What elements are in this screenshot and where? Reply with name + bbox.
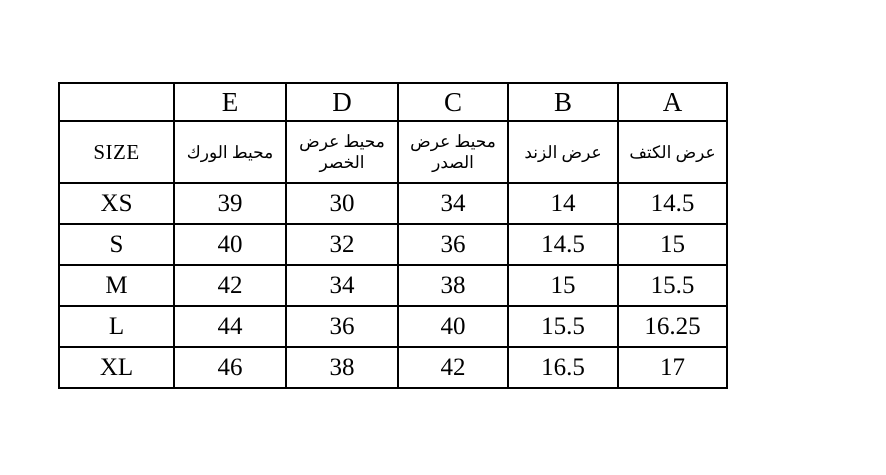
cell-m-d: 34 bbox=[286, 265, 398, 306]
header-cell-label-chest: محيط عرض الصدر bbox=[398, 121, 508, 183]
cell-l-a: 16.25 bbox=[618, 306, 727, 347]
cell-m-b: 15 bbox=[508, 265, 618, 306]
row-header-size-l: L bbox=[59, 306, 174, 347]
cell-xl-e: 46 bbox=[174, 347, 286, 388]
cell-xl-b: 16.5 bbox=[508, 347, 618, 388]
header-cell-corner-blank bbox=[59, 83, 174, 121]
row-header-size-m: M bbox=[59, 265, 174, 306]
table-header-letters-row bbox=[59, 83, 727, 121]
cell-m-c: 38 bbox=[398, 265, 508, 306]
cell-s-c: 36 bbox=[398, 224, 508, 265]
header-cell-label-arm: عرض الزند bbox=[508, 121, 618, 183]
cell-xs-a: 14.5 bbox=[618, 183, 727, 224]
header-cell-letter-e: E bbox=[174, 83, 286, 121]
header-cell-letter-b: B bbox=[508, 83, 618, 121]
table-row bbox=[59, 224, 727, 265]
header-cell-label-waist: محيط عرض الخصر bbox=[286, 121, 398, 183]
cell-xl-a: 17 bbox=[618, 347, 727, 388]
cell-l-b: 15.5 bbox=[508, 306, 618, 347]
table-row bbox=[59, 347, 727, 388]
header-cell-letter-a: A bbox=[618, 83, 727, 121]
table-row bbox=[59, 306, 727, 347]
table-row bbox=[59, 183, 727, 224]
cell-l-e: 44 bbox=[174, 306, 286, 347]
header-cell-label-hip: محيط الورك bbox=[174, 121, 286, 183]
cell-xl-c: 42 bbox=[398, 347, 508, 388]
row-header-size-xl: XL bbox=[59, 347, 174, 388]
header-cell-letter-d: D bbox=[286, 83, 398, 121]
header-cell-letter-c: C bbox=[398, 83, 508, 121]
cell-xs-e: 39 bbox=[174, 183, 286, 224]
cell-xs-d: 30 bbox=[286, 183, 398, 224]
header-cell-label-shoulder: عرض الكتف bbox=[618, 121, 727, 183]
size-chart-table bbox=[58, 82, 728, 389]
cell-m-e: 42 bbox=[174, 265, 286, 306]
cell-l-c: 40 bbox=[398, 306, 508, 347]
cell-s-b: 14.5 bbox=[508, 224, 618, 265]
cell-xs-b: 14 bbox=[508, 183, 618, 224]
header-cell-size: SIZE bbox=[59, 121, 174, 183]
cell-xs-c: 34 bbox=[398, 183, 508, 224]
cell-s-a: 15 bbox=[618, 224, 727, 265]
row-header-size-s: S bbox=[59, 224, 174, 265]
cell-m-a: 15.5 bbox=[618, 265, 727, 306]
cell-l-d: 36 bbox=[286, 306, 398, 347]
cell-xl-d: 38 bbox=[286, 347, 398, 388]
size-chart-container bbox=[58, 82, 726, 389]
row-header-size-xs: XS bbox=[59, 183, 174, 224]
table-row bbox=[59, 265, 727, 306]
table-header-labels-row bbox=[59, 121, 727, 183]
cell-s-e: 40 bbox=[174, 224, 286, 265]
cell-s-d: 32 bbox=[286, 224, 398, 265]
